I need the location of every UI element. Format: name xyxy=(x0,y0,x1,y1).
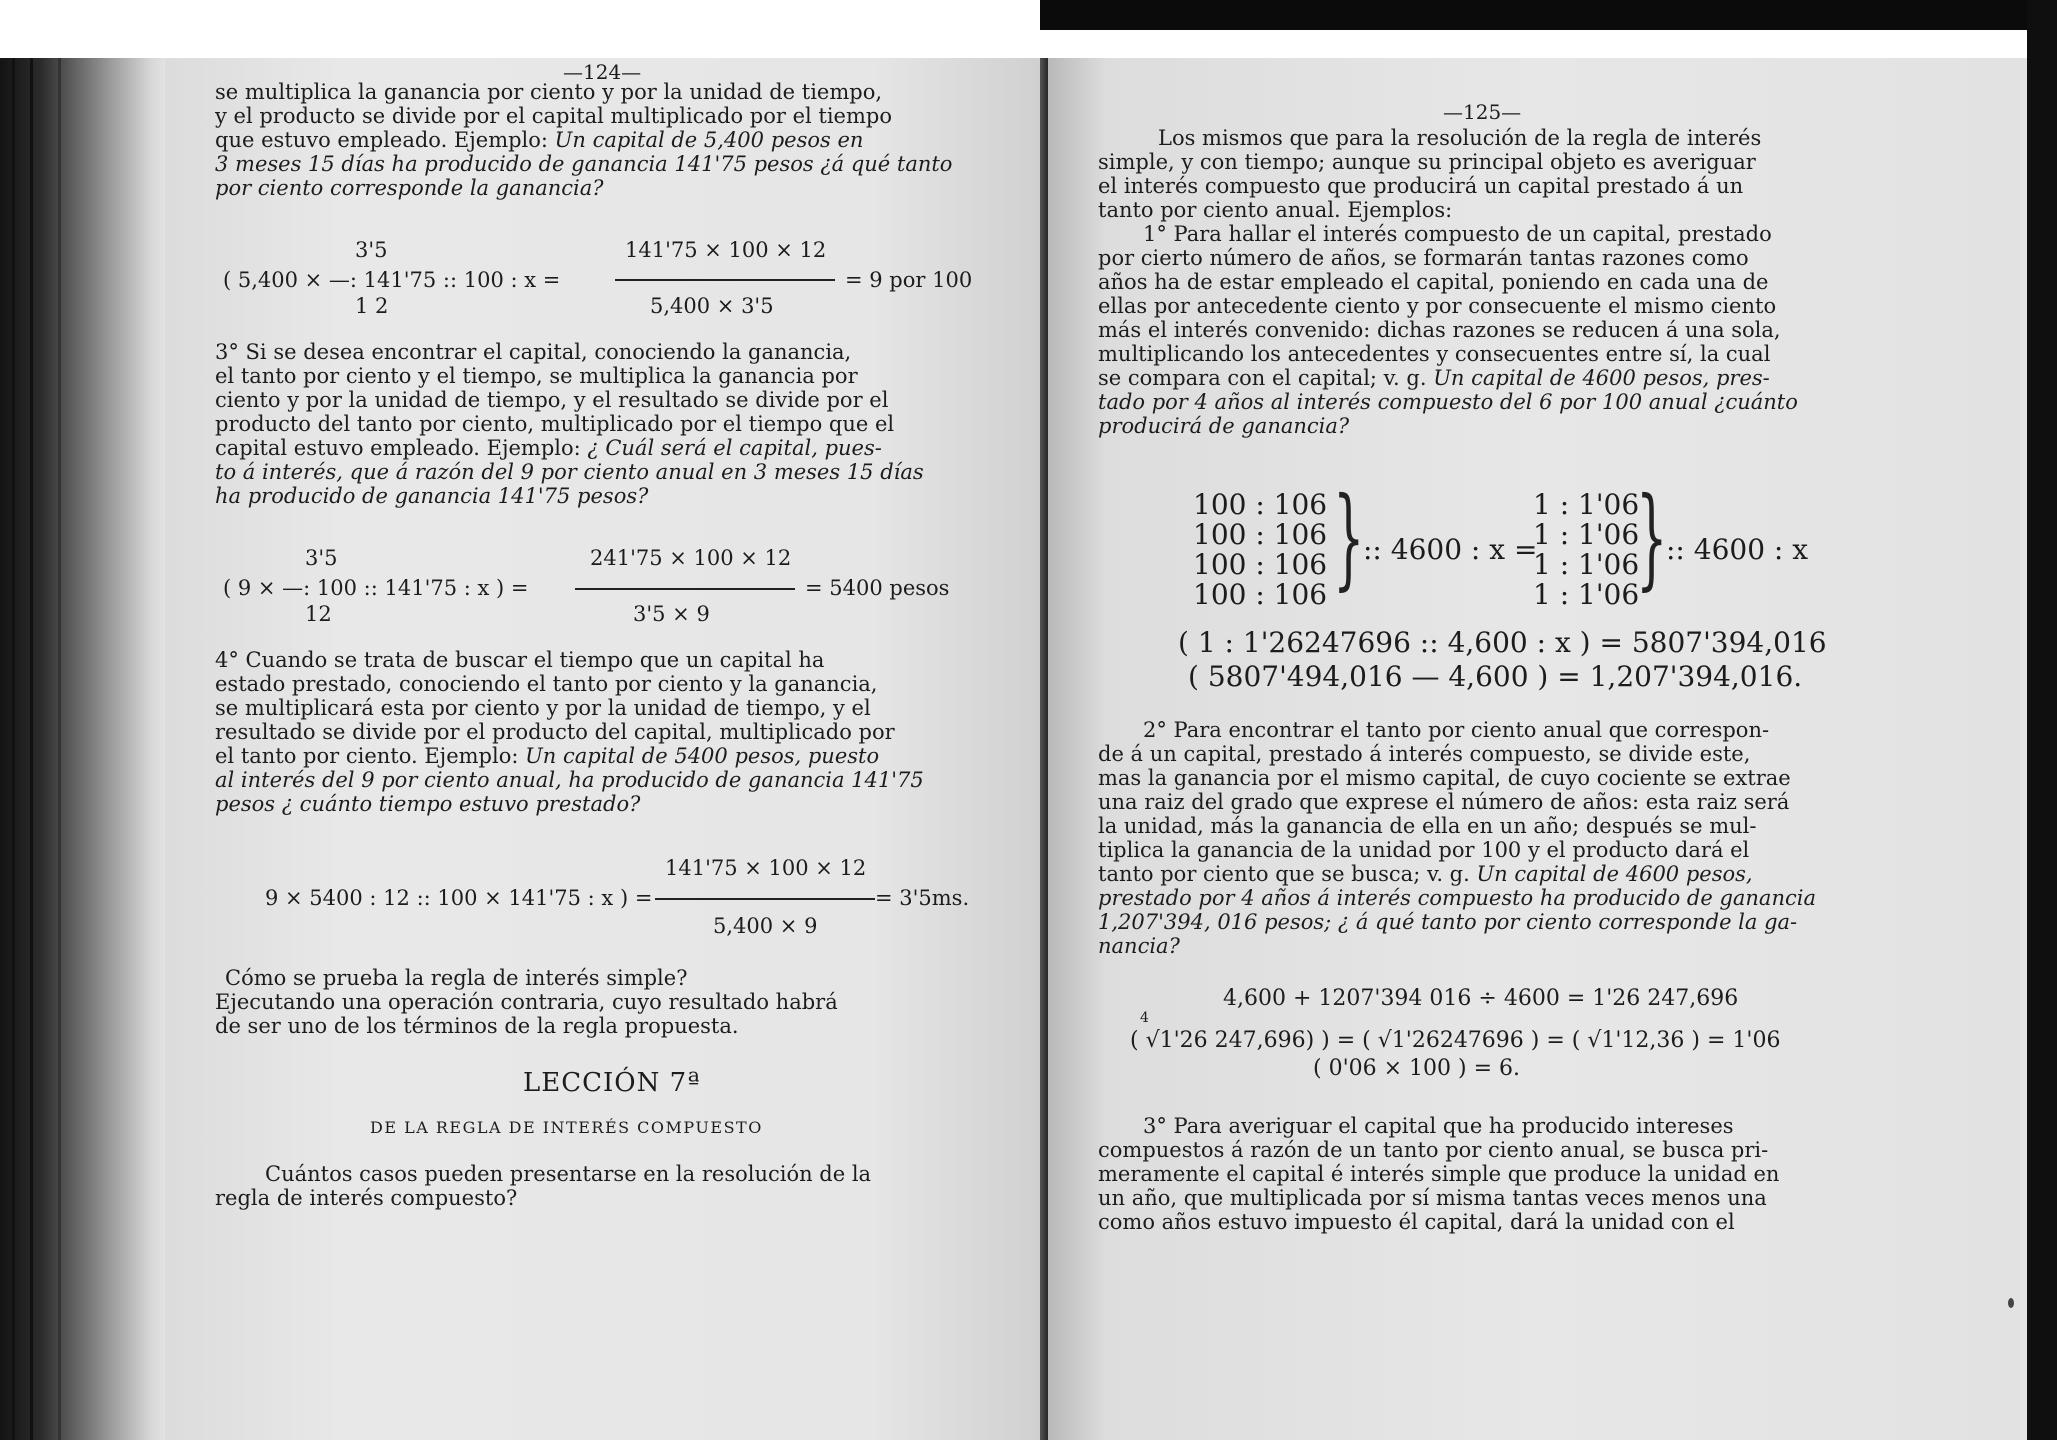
text-line: el tanto por ciento y el tiempo, se multiplica la ganancia por xyxy=(215,364,858,388)
root-index: 4 xyxy=(1140,1010,1149,1026)
text-line: por cierto número de años, se formarán tantas razones como xyxy=(1098,246,1749,270)
text-line: la unidad, más la ganancia de ella en un año; después se mul- xyxy=(1098,814,1757,838)
lesson-subtitle: DE LA REGLA DE INTERÉS COMPUESTO xyxy=(370,1118,763,1137)
italic-line: por ciento corresponde la ganancia? xyxy=(215,176,604,200)
bottom-margin xyxy=(0,1440,2057,1453)
unit-row: 1 : 1'06 xyxy=(1533,488,1640,521)
spine-stripe xyxy=(12,58,15,1440)
formula-denominator: 5,400 × 3'5 xyxy=(650,294,774,318)
calc-line: ( √1'26 247,696) ) = ( √1'26247696 ) = ( √1'12,36 ) = 1'06 xyxy=(1130,1028,1781,1053)
unit-proportion: :: 4600 : x xyxy=(1666,533,1809,566)
text-line: años ha de estar empleado el capital, poniendo en cada una de xyxy=(1098,270,1769,294)
unit-row: 1 : 1'06 xyxy=(1533,578,1640,611)
text-line: un año, que multiplicada por sí misma tantas veces menos una xyxy=(1098,1186,1767,1210)
italic-example: Un capital de 4600 pesos, xyxy=(1476,862,1753,886)
ratio-row: 100 : 106 xyxy=(1193,518,1328,551)
text-line xyxy=(215,436,882,461)
italic-line: pesos ¿ cuánto tiempo estuvo prestado? xyxy=(215,792,641,816)
italic-line: producirá de ganancia? xyxy=(1098,414,1350,438)
italic-example: Un capital de 5400 pesos, puesto xyxy=(525,744,880,768)
text-line xyxy=(1098,366,1770,391)
left-page xyxy=(165,58,1048,1440)
formula-denominator: 3'5 × 9 xyxy=(633,602,710,626)
text-line: el interés compuesto que producirá un capital prestado á un xyxy=(1098,174,1744,198)
text-line: tiplica la ganancia de la unidad por 100 y el producto dará el xyxy=(1098,838,1750,862)
italic-example: Un capital de 5,400 pesos en xyxy=(554,128,864,152)
spine-stripe xyxy=(58,58,61,1440)
italic-line: al interés del 9 por ciento anual, ha producido de ganancia 141'75 xyxy=(215,768,924,792)
text-line: más el interés convenido: dichas razones se reducen á una sola, xyxy=(1098,318,1781,342)
text-line: se multiplicará esta por ciento y por la unidad de tiempo, y el xyxy=(215,696,871,720)
text-line: Cuántos casos pueden presentarse en la resolución de la xyxy=(265,1162,872,1186)
text-fragment: tanto por ciento que se busca; v. g. xyxy=(1098,862,1477,886)
text-line: como años estuvo impuesto él capital, dará la unidad con el xyxy=(1098,1210,1735,1234)
text-line: tanto por ciento anual. Ejemplos: xyxy=(1098,198,1453,222)
formula-left: 9 × 5400 : 12 :: 100 × 141'75 : x ) = xyxy=(265,886,653,910)
brace-right: } xyxy=(1636,473,1668,601)
formula-fraction-bottom: 12 xyxy=(305,602,332,626)
text-line: compuestos á razón de un tanto por ciento anual, se busca pri- xyxy=(1098,1138,1769,1162)
brace-right: } xyxy=(1333,473,1365,601)
formula-numerator: 141'75 × 100 × 12 xyxy=(665,856,867,880)
text-line xyxy=(1098,862,1753,887)
fraction-bar xyxy=(575,588,795,590)
fraction-bar xyxy=(615,279,835,281)
text-fragment: el tanto por ciento. Ejemplo: xyxy=(215,744,526,768)
text-fragment: se compara con el capital; v. g. xyxy=(1098,366,1434,390)
formula-fraction-bottom: 1 2 xyxy=(355,294,389,318)
italic-example: ¿ Cuál será el capital, pues- xyxy=(587,436,882,460)
text-line: estado prestado, conociendo el tanto por ciento y la ganancia, xyxy=(215,672,878,696)
calc-line: 4,600 + 1207'394 016 ÷ 4600 = 1'26 247,696 xyxy=(1223,986,1739,1011)
text-line: de ser uno de los términos de la regla propuesta. xyxy=(215,1014,739,1038)
italic-line: tado por 4 años al interés compuesto del 6 por 100 anual ¿cuánto xyxy=(1098,390,1798,414)
text-line: ellas por antecedente ciento y por consecuente el mismo ciento xyxy=(1098,294,1777,318)
text-line: 3° Para averiguar el capital que ha producido intereses xyxy=(1143,1114,1734,1138)
text-line: de á un capital, prestado á interés compuesto, se divide este, xyxy=(1098,742,1751,766)
text-line: Ejecutando una operación contraria, cuyo resultado habrá xyxy=(215,990,838,1014)
formula-numerator: 241'75 × 100 × 12 xyxy=(590,546,792,570)
text-line xyxy=(215,744,879,769)
page-number: —124— xyxy=(563,60,642,84)
lesson-title: LECCIÓN 7ª xyxy=(523,1068,701,1098)
scan-speck xyxy=(2008,1298,2014,1308)
text-fragment: capital estuvo empleado. Ejemplo: xyxy=(215,436,588,460)
text-line: producto del tanto por ciento, multiplicado por el tiempo que el xyxy=(215,412,895,436)
result-line: ( 1 : 1'26247696 :: 4,600 : x ) = 5807'394,016 xyxy=(1178,626,1827,659)
text-line: ciento y por la unidad de tiempo, y el resultado se divide por el xyxy=(215,388,889,412)
text-line: Cómo se prueba la regla de interés simple? xyxy=(225,966,688,990)
italic-line: ha producido de ganancia 141'75 pesos? xyxy=(215,484,649,508)
text-line: multiplicando los antecedentes y consecuentes entre sí, la cual xyxy=(1098,342,1771,366)
ratio-row: 100 : 106 xyxy=(1193,488,1328,521)
scan-right-edge xyxy=(2027,0,2057,1453)
formula-fraction-top: 3'5 xyxy=(305,546,338,570)
spine-stripe xyxy=(30,58,33,1440)
text-line: regla de interés compuesto? xyxy=(215,1186,518,1210)
formula-result: = 9 por 100 xyxy=(845,268,973,292)
result-line: ( 5807'494,016 — 4,600 ) = 1,207'394,016. xyxy=(1188,660,1803,693)
italic-line: prestado por 4 años á interés compuesto ha producido de ganancia xyxy=(1098,886,1816,910)
text-line: Los mismos que para la resolución de la regla de interés xyxy=(1158,126,1762,150)
text-line: meramente el capital é interés simple que produce la unidad en xyxy=(1098,1162,1780,1186)
text-line: simple, y con tiempo; aunque su principal objeto es averiguar xyxy=(1098,150,1756,174)
formula-left: ( 9 × —: 100 :: 141'75 : x ) = xyxy=(223,576,529,600)
text-line: 2° Para encontrar el tanto por ciento anual que correspon- xyxy=(1143,718,1770,742)
italic-line: to á interés, que á razón del 9 por ciento anual en 3 meses 15 días xyxy=(215,460,924,484)
right-page xyxy=(1048,58,2027,1440)
formula-numerator: 141'75 × 100 × 12 xyxy=(625,238,827,262)
text-line: mas la ganancia por el mismo capital, de cuyo cociente se extrae xyxy=(1098,766,1791,790)
ratio-row: 100 : 106 xyxy=(1193,548,1328,581)
ratio-row: 100 : 106 xyxy=(1193,578,1328,611)
calc-line: ( 0'06 × 100 ) = 6. xyxy=(1313,1056,1521,1081)
text-line: 3° Si se desea encontrar el capital, conociendo la ganancia, xyxy=(215,340,852,364)
text-line: 1° Para hallar el interés compuesto de un capital, prestado xyxy=(1143,222,1772,246)
formula-result: = 5400 pesos xyxy=(805,576,950,600)
italic-line: 1,207'394, 016 pesos; ¿ á qué tanto por ciento corresponde la ga- xyxy=(1098,910,1798,934)
italic-line: 3 meses 15 días ha producido de ganancia 141'75 pesos ¿á qué tanto xyxy=(215,152,953,176)
unit-row: 1 : 1'06 xyxy=(1533,548,1640,581)
text-line: y el producto se divide por el capital multiplicado por el tiempo xyxy=(215,104,892,128)
formula-result: = 3'5ms. xyxy=(875,886,970,910)
italic-example: Un capital de 4600 pesos, pres- xyxy=(1433,366,1770,390)
text-fragment: que estuvo empleado. Ejemplo: xyxy=(215,128,555,152)
text-line: se multiplica la ganancia por ciento y por la unidad de tiempo, xyxy=(215,80,883,104)
italic-line: nancia? xyxy=(1098,934,1180,958)
ratio-proportion: :: 4600 : x = xyxy=(1363,533,1538,566)
scan-top-shadow xyxy=(1040,0,2057,30)
text-line xyxy=(215,128,863,153)
book-spine xyxy=(0,58,165,1440)
formula-fraction-top: 3'5 xyxy=(355,238,388,262)
unit-row: 1 : 1'06 xyxy=(1533,518,1640,551)
text-line: resultado se divide por el producto del capital, multiplicado por xyxy=(215,720,895,744)
formula-denominator: 5,400 × 9 xyxy=(713,914,818,938)
fraction-bar xyxy=(655,898,875,900)
text-line: una raiz del grado que exprese el número de años: esta raiz será xyxy=(1098,790,1790,814)
formula-left: ( 5,400 × —: 141'75 :: 100 : x = xyxy=(223,268,561,292)
page-number: —125— xyxy=(1443,100,1522,124)
text-line: 4° Cuando se trata de buscar el tiempo que un capital ha xyxy=(215,648,825,672)
